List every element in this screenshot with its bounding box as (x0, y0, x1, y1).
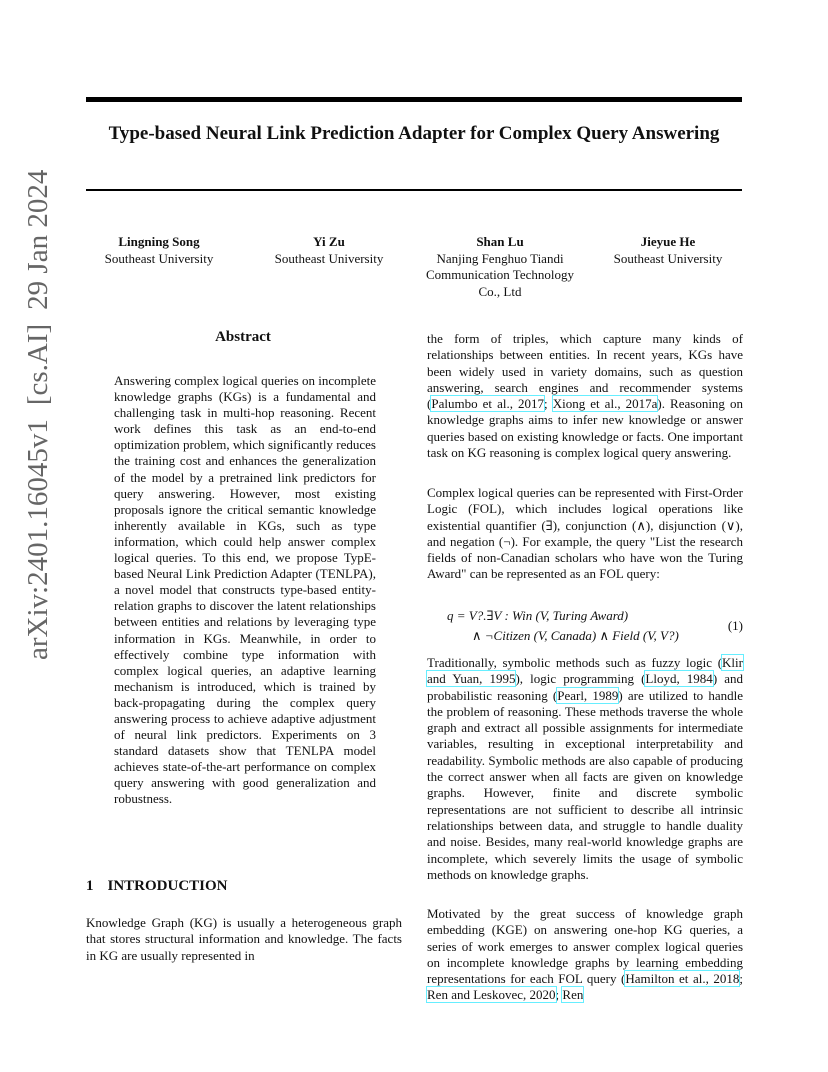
author-block (604, 234, 732, 267)
text-run: ) and probabilistic reasoning ( (427, 671, 744, 703)
title-rule-top (86, 97, 742, 102)
body-paragraph (427, 906, 743, 1004)
author-affiliation: Southeast University (613, 250, 723, 266)
equation-line: q = V?.∃V : Win (V, Turing Award) (447, 608, 629, 623)
equation-1 (427, 606, 743, 646)
intro-paragraph: Knowledge Graph (KG) is usually a heterogeneous graph that stores structural information and knowledge. The facts in KG are usually represented in (86, 915, 402, 963)
author-affiliation: Southeast University (104, 250, 214, 266)
author-affiliation: Southeast University (274, 250, 384, 266)
citation-link[interactable]: Lloyd, 1984 (645, 671, 713, 687)
arxiv-sidebar-stamp (18, 169, 58, 660)
author-name: Shan Lu (476, 234, 524, 249)
equation-number: (1) (727, 618, 743, 633)
text-run: ; (544, 396, 553, 412)
abstract-text: Answering complex logical queries on incomplete knowledge graphs (KGs) is a fundamental and challenging task in multi-hop reasoning. Recent work defines this task as an end-to-end optimization problem, which significantly reduces the training cost and enhances the generalization of the model by a pretrained link predictors for query answering. However, most existing proposals ignore the critical semantic knowledge inherently available in KGs, such as type information, which could help answer complex logical queries. To this end, we propose TypE-based Neural Link Prediction Adapter (TENLPA), a novel model that constructs type-based entity-relation graphs to discover the latent relationships between entities and relations by leveraging type information in KGs. Meanwhile, in order to effectively combine type information with complex logical queries, an adaptive learning mechanism is introduced, which is trained by back-propagating during the complex query answering process to achieve adaptive adjustment of neural link predictors. Experiments on 3 standard datasets show that TENLPA model achieves state-of-the-art performance on complex query answering with good generalization and robustness. (114, 373, 376, 807)
citation-link[interactable]: Ren and Leskovec, 2020 (427, 987, 556, 1003)
arxiv-id: arXiv:2401.16045v1 (22, 419, 54, 660)
paper-title: Type-based Neural Link Prediction Adapter for Complex Query Answering (108, 123, 720, 144)
citation-link[interactable]: Hamilton et al., 2018 (625, 971, 740, 987)
text-run: ) are utilized to handle the problem of reasoning. These methods traverse the whole graph and extract all possible assignments for intermediate variables, resulting in exceptional interpretability and readability. Symbolic methods are also capable of producing the correct answer when all facts are given on knowledge graphs. However, finite and discrete symbolic representations are not sufficient to describe all intrinsic relationships between data, and struggle to handle duality and noise. Besides, many real-world knowledge graphs are incomplete, which severely limits the usage of symbolic methods on knowledge graphs. (427, 687, 744, 882)
text-run: ), logic programming ( (515, 671, 646, 687)
text-run: ). Reasoning on knowledge graphs aims to infer new knowledge or answer queries based on existing knowledge or facts. One important task on KG reasoning is complex logical query answering. (427, 396, 743, 461)
author-name: Yi Zu (313, 234, 345, 249)
author-block (414, 234, 586, 300)
body-paragraph (427, 331, 743, 461)
citation-link[interactable]: Palumbo et al., 2017 (431, 396, 545, 412)
author-block (96, 234, 222, 267)
citation-link[interactable]: Ren (562, 987, 584, 1003)
author-name: Jieyue He (640, 234, 696, 249)
text-run: Traditionally, symbolic methods such as fuzzy logic ( (427, 655, 723, 670)
title-rule-bottom (86, 189, 742, 191)
citation-link[interactable]: Pearl, 1989 (557, 687, 619, 703)
section-heading (86, 878, 228, 895)
text-run: ; (739, 971, 743, 987)
author-affiliation: Nanjing Fenghuo Tiandi Communication Technology Co., Ltd (426, 250, 574, 299)
section-number: 1 (86, 878, 94, 894)
equation-line: ∧ ¬Citizen (V, Canada) ∧ Field (V, V?) (472, 628, 679, 643)
section-title: INTRODUCTION (107, 878, 228, 894)
author-name: Lingning Song (118, 234, 200, 249)
text-run: ; (555, 987, 563, 1003)
author-block (266, 234, 392, 267)
arxiv-category: [cs.AI] (22, 323, 54, 406)
text-run: the form of triples, which capture many kinds of relationships between entities. In recent years, KGs have been widely used in variety domains, such as question answering, search engines and recommender systems ( (427, 331, 743, 412)
citation-link[interactable]: Klir and Yuan, 1995 (427, 655, 743, 687)
citation-link[interactable]: Xiong et al., 2017a (552, 396, 658, 412)
body-paragraph (427, 655, 743, 883)
abstract-heading: Abstract (215, 329, 271, 345)
arxiv-date: 29 Jan 2024 (22, 169, 54, 310)
text-run: Motivated by the great success of knowledge graph embedding (KGE) on answering one-hop KG queries, a series of work emerges to answer complex logical queries on incomplete knowledge graphs by learning embedding representations for each FOL query ( (427, 906, 743, 987)
body-paragraph: Complex logical queries can be represented with First-Order Logic (FOL), which includes logical operations like existential quantifier (∃), conjunction (∧), disjunction (∨), and negation (¬). For example, the query "List the research fields of non-Canadian scholars who have won the Turing Award" can be represented as an FOL query: (427, 485, 743, 582)
